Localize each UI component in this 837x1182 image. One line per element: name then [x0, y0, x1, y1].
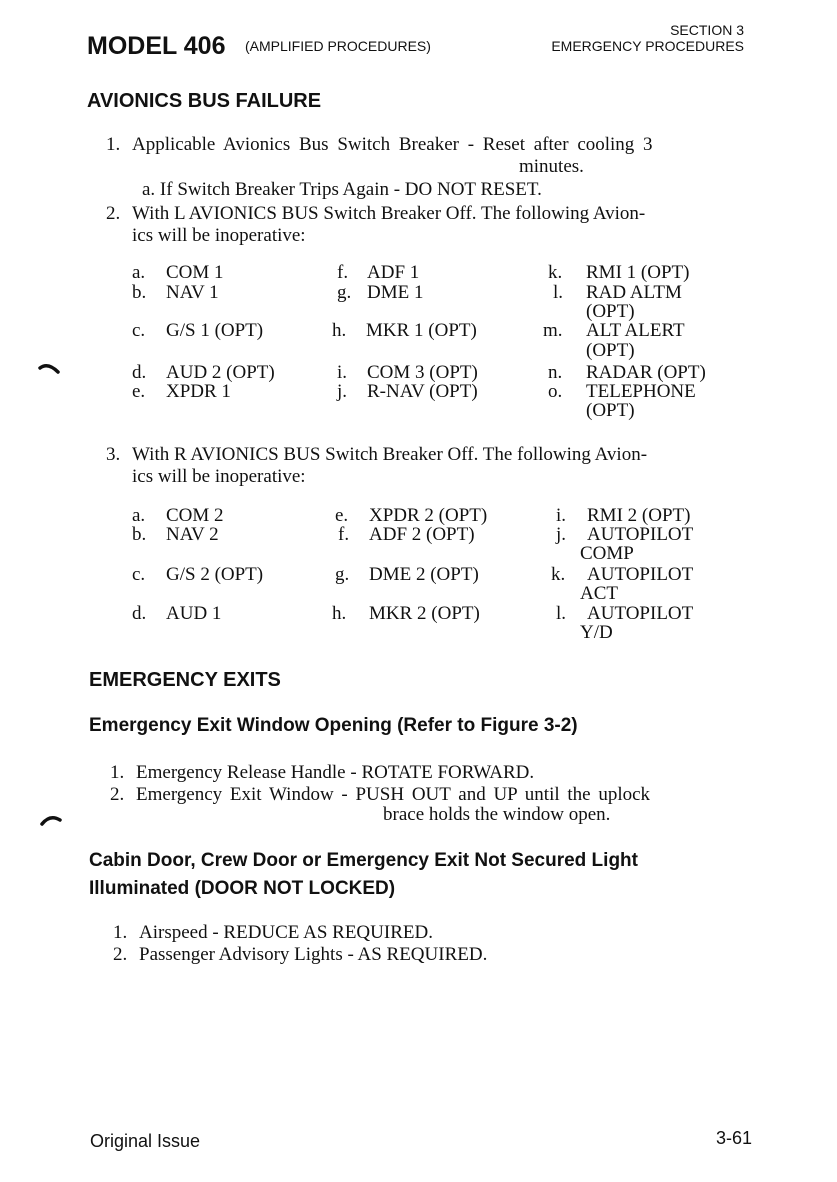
item-letter: b.: [132, 524, 147, 545]
avionics-step-1: [106, 134, 653, 156]
avionics-step-2-cont: ics will be inoperative:: [132, 225, 306, 246]
item-text: ADF 1: [367, 262, 420, 283]
item-letter: c.: [132, 564, 146, 585]
item-letter: j.: [337, 381, 348, 402]
revision-mark-icon: [40, 812, 64, 828]
item-letter: h.: [332, 320, 347, 341]
door-heading-line1: Cabin Door, Crew Door or Emergency Exit Not Secured Light: [89, 850, 638, 871]
item-text: R-NAV (OPT): [367, 381, 478, 402]
exit-window-subheading: Emergency Exit Window Opening (Refer to Figure 3-2): [89, 715, 578, 736]
section-number: SECTION 3: [670, 22, 744, 38]
avionics-step-3: [106, 444, 647, 466]
item-letter: i.: [337, 362, 348, 383]
item-text: AUTOPILOT: [587, 524, 694, 545]
list-item-cont: (OPT): [586, 340, 635, 361]
list-item-cont: COMP: [580, 543, 634, 564]
list-item: [132, 381, 231, 403]
item-letter: e.: [132, 381, 146, 402]
item-text: XPDR 1: [166, 381, 231, 402]
item-text: AUTOPILOT: [587, 564, 694, 585]
avionics-step-1-cont: minutes.: [519, 156, 584, 177]
item-text: AUTOPILOT: [587, 603, 694, 624]
exit-step-1: [110, 762, 534, 784]
avionics-step-1a: a. If Switch Breaker Trips Again - DO NOT RESET.: [142, 179, 542, 200]
list-item: [338, 524, 475, 546]
item-text: AUD 2 (OPT): [166, 362, 275, 383]
item-letter: h.: [332, 603, 347, 624]
avionics-heading: AVIONICS BUS FAILURE: [87, 90, 322, 112]
step-text: Emergency Release Handle - ROTATE FORWARD.: [136, 762, 535, 783]
item-letter: l.: [556, 603, 567, 624]
item-letter: o.: [548, 381, 563, 402]
door-heading: [89, 847, 638, 903]
avionics-step-3-cont: ics will be inoperative:: [132, 466, 306, 487]
item-text: ADF 2 (OPT): [369, 524, 475, 545]
step-text: Airspeed - REDUCE AS REQUIRED.: [139, 922, 433, 943]
door-step-1: [113, 922, 433, 944]
item-text: RADAR (OPT): [586, 362, 706, 383]
item-letter: k.: [551, 564, 566, 585]
step-number: 2.: [110, 784, 125, 805]
item-text: NAV 1: [166, 282, 219, 303]
item-text: G/S 1 (OPT): [166, 320, 264, 341]
list-item: [548, 262, 689, 284]
step-text: Passenger Advisory Lights - AS REQUIRED.: [139, 944, 488, 965]
item-text: RAD ALTM: [586, 282, 682, 303]
item-text: COM 2: [166, 505, 224, 526]
item-text: MKR 2 (OPT): [369, 603, 480, 624]
list-item: [337, 381, 478, 403]
door-step-2: [113, 944, 487, 966]
step-number: 2.: [113, 944, 128, 965]
list-item: [332, 320, 477, 342]
list-item-cont: ACT: [580, 583, 618, 604]
list-item: [132, 282, 219, 304]
step-text: Applicable Avionics Bus Switch Breaker - Reset after cooling 3: [132, 134, 653, 155]
item-letter: j.: [556, 524, 567, 545]
item-letter: d.: [132, 603, 147, 624]
list-item: [337, 262, 419, 284]
item-text: COM 3 (OPT): [367, 362, 478, 383]
list-item: [335, 564, 479, 586]
page-number: 3-61: [715, 1128, 752, 1148]
item-text: AUD 1: [166, 603, 222, 624]
footer-issue: Original Issue: [90, 1131, 201, 1151]
item-text: G/S 2 (OPT): [166, 564, 264, 585]
item-letter: c.: [132, 320, 146, 341]
item-text: TELEPHONE: [586, 381, 696, 402]
step-text: With L AVIONICS BUS Switch Breaker Off. The following Avion-: [132, 203, 646, 224]
section-title: EMERGENCY PROCEDURES: [551, 38, 744, 54]
step-text: With R AVIONICS BUS Switch Breaker Off. The following Avion-: [132, 444, 648, 465]
item-text: XPDR 2 (OPT): [369, 505, 488, 526]
step-number: 1.: [106, 134, 121, 155]
item-letter: m.: [543, 320, 563, 341]
list-item: [337, 282, 423, 304]
item-letter: f.: [338, 524, 350, 545]
step-number: 2.: [106, 203, 121, 224]
item-letter: k.: [548, 262, 563, 283]
list-item: [543, 320, 685, 342]
item-text: NAV 2: [166, 524, 219, 545]
list-item-cont: (OPT): [586, 301, 635, 322]
item-letter: l.: [553, 282, 564, 303]
list-item: [332, 603, 480, 625]
list-item-cont: (OPT): [586, 400, 635, 421]
item-letter: n.: [548, 362, 563, 383]
list-item-cont: Y/D: [580, 622, 613, 643]
item-letter: i.: [556, 505, 567, 526]
item-text: COM 1: [166, 262, 224, 283]
item-letter: a.: [132, 262, 146, 283]
step-text: Emergency Exit Window - PUSH OUT and UP until the uplock: [136, 784, 651, 805]
list-item: [132, 262, 224, 284]
step-number: 3.: [106, 444, 121, 465]
list-item: [132, 524, 219, 546]
item-text: DME 2 (OPT): [369, 564, 479, 585]
list-item: [132, 603, 221, 625]
item-text: MKR 1 (OPT): [366, 320, 477, 341]
section-header: [551, 22, 744, 54]
list-item: [551, 564, 693, 586]
item-letter: b.: [132, 282, 147, 303]
item-letter: g.: [337, 282, 352, 303]
list-item: [556, 603, 693, 625]
item-letter: f.: [337, 262, 349, 283]
door-heading-line2: Illuminated (DOOR NOT LOCKED): [89, 878, 396, 899]
procedures-subtitle: (AMPLIFIED PROCEDURES): [245, 38, 431, 54]
exit-step-2-cont: brace holds the window open.: [383, 804, 611, 825]
step-number: 1.: [113, 922, 128, 943]
item-text: DME 1: [367, 282, 424, 303]
revision-mark-icon: [38, 362, 62, 378]
item-letter: g.: [335, 564, 350, 585]
model-title: MODEL 406: [87, 32, 226, 60]
step-number: 1.: [110, 762, 125, 783]
item-text: RMI 1 (OPT): [586, 262, 690, 283]
item-text: ALT ALERT: [586, 320, 685, 341]
item-letter: e.: [335, 505, 349, 526]
item-letter: a.: [132, 505, 146, 526]
emergency-exits-heading: EMERGENCY EXITS: [89, 669, 281, 691]
avionics-step-2: [106, 203, 645, 225]
list-item: [132, 320, 263, 342]
item-letter: d.: [132, 362, 147, 383]
item-text: RMI 2 (OPT): [587, 505, 691, 526]
list-item: [132, 564, 263, 586]
exit-step-2: [110, 784, 650, 806]
